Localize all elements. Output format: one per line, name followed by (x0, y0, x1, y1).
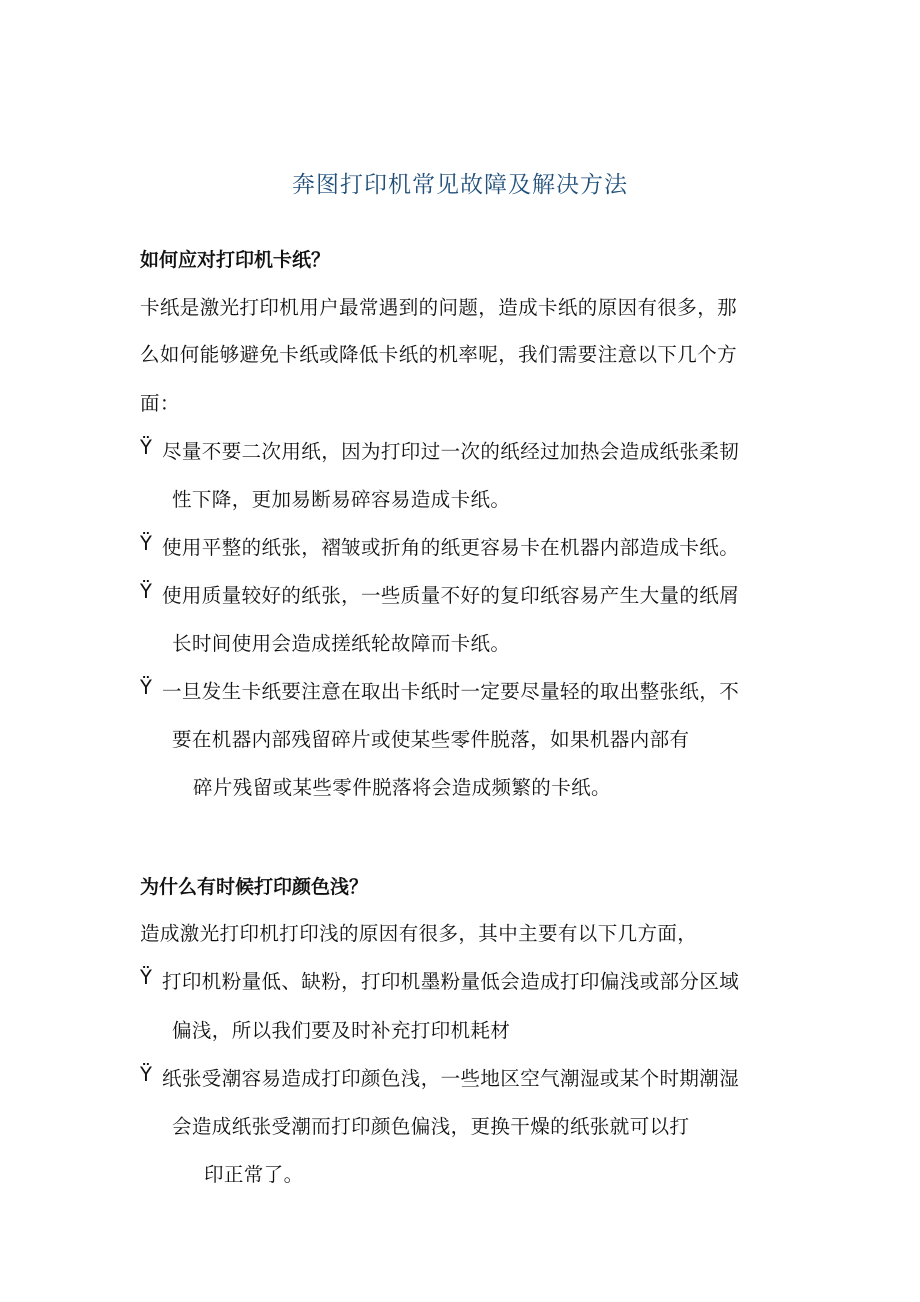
section-heading: 如何应对打印机卡纸？ (140, 249, 331, 271)
bullet-marker: Ÿ (140, 676, 152, 699)
bullet-text: 要在机器内部残留碎片或使某些零件脱落，如果机器内部有 (172, 728, 690, 751)
bullet-text: 尽量不要二次用纸，因为打印过一次的纸经过加热会造成纸张柔韧 (162, 440, 740, 463)
bullet-marker: Ÿ (140, 580, 152, 603)
document-title: 奔图打印机常见故障及解决方法 (292, 172, 628, 198)
bullet-text: 偏浅，所以我们要及时补充打印机耗材 (172, 1019, 511, 1042)
bullet-text: 会造成纸张受潮而打印颜色偏浅，更换干燥的纸张就可以打 (172, 1115, 690, 1138)
bullet-marker: Ÿ (140, 966, 152, 989)
intro-line: 面： (140, 392, 180, 415)
bullet-text: 使用质量较好的纸张，一些质量不好的复印纸容易产生大量的纸屑 (162, 584, 740, 607)
bullet-text: 一旦发生卡纸要注意在取出卡纸时一定要尽量轻的取出整张纸，不 (162, 680, 740, 703)
bullet-text: 打印机粉量低、缺粉，打印机墨粉量低会造成打印偏浅或部分区域 (162, 970, 740, 993)
bullet-text: 碎片残留或某些零件脱落将会造成频繁的卡纸。 (193, 776, 611, 799)
bullet-marker: Ÿ (140, 1063, 152, 1086)
section-heading: 为什么有时候打印颜色浅？ (140, 876, 369, 898)
bullet-text: 纸张受潮容易造成打印颜色浅，一些地区空气潮湿或某个时期潮湿 (162, 1067, 740, 1090)
bullet-marker: Ÿ (140, 436, 152, 459)
bullet-text: 使用平整的纸张，褶皱或折角的纸更容易卡在机器内部造成卡纸。 (162, 536, 740, 559)
bullet-text: 长时间使用会造成搓纸轮故障而卡纸。 (172, 632, 511, 655)
bullet-text: 印正常了。 (204, 1163, 304, 1186)
intro-line: 么如何能够避免卡纸或降低卡纸的机率呢，我们需要注意以下几个方 (140, 343, 738, 366)
intro-line: 卡纸是激光打印机用户最常遇到的问题，造成卡纸的原因有很多，那 (140, 296, 738, 319)
intro-line: 造成激光打印机打印浅的原因有很多，其中主要有以下几方面， (140, 922, 698, 945)
bullet-text: 性下降，更加易断易碎容易造成卡纸。 (172, 488, 511, 511)
bullet-marker: Ÿ (140, 532, 152, 555)
